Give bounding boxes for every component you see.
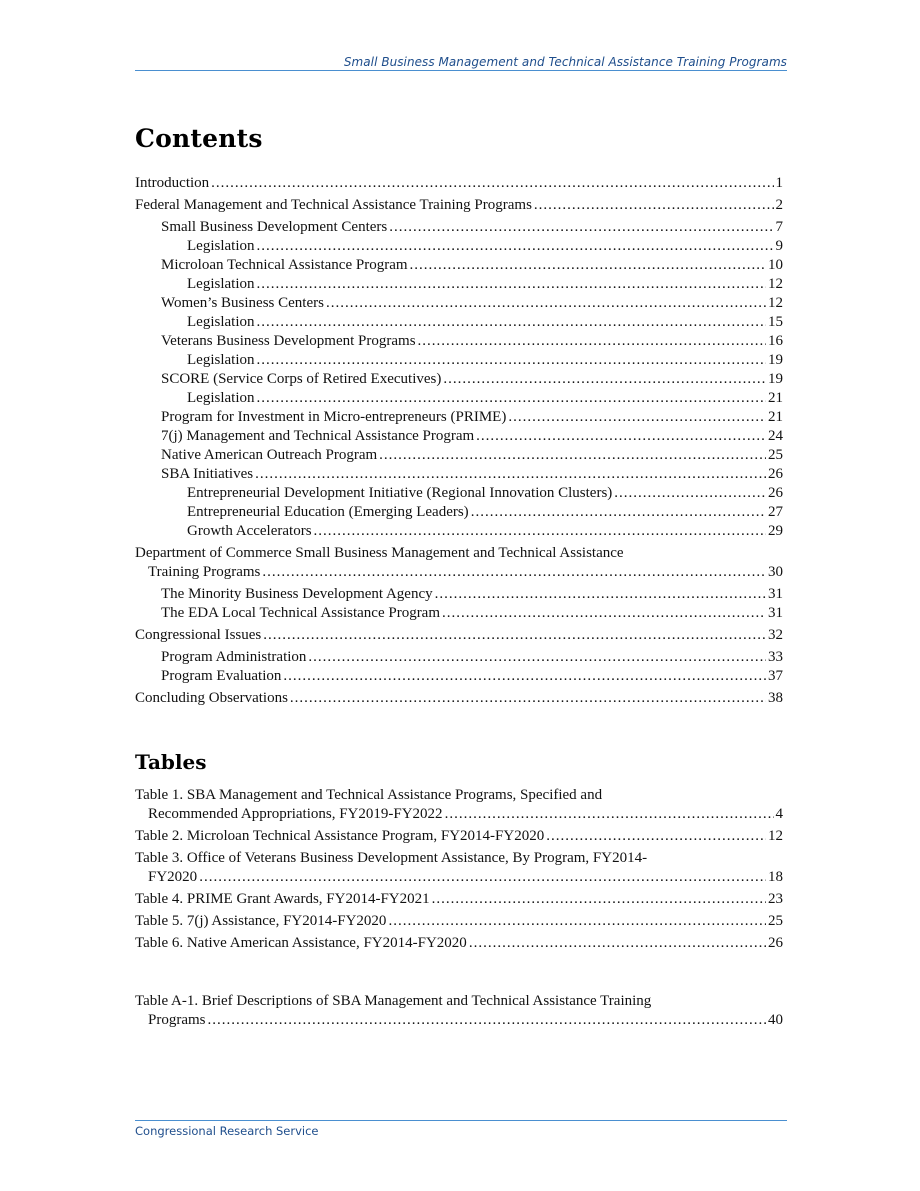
- toc-entry-page: 2: [775, 197, 783, 213]
- toc-entry[interactable]: [135, 370, 783, 389]
- toc-entry-page: 27: [768, 504, 783, 520]
- toc-entry-title: 7(j) Management and Technical Assistance Program: [161, 428, 475, 444]
- toc-entry-page: 16: [768, 333, 783, 349]
- tables-list: [135, 786, 783, 953]
- toc-entry-title: Legislation: [187, 352, 255, 368]
- toc-entry[interactable]: [135, 648, 783, 667]
- toc-entry-title: Table 6. Native American Assistance, FY2014-FY2020: [135, 935, 467, 951]
- toc-entry-title: Women’s Business Centers: [161, 295, 324, 311]
- toc-entry-page: 18: [768, 869, 783, 885]
- toc-entry-title: Entrepreneurial Development Initiative (Regional Innovation Clusters): [187, 485, 613, 501]
- toc-entry-title: Growth Accelerators: [187, 523, 312, 539]
- toc-entry-page: 31: [768, 605, 783, 621]
- toc-entry-title: Congressional Issues: [135, 627, 262, 643]
- toc-entry[interactable]: [135, 667, 783, 686]
- toc-entry-page: 1: [775, 175, 783, 191]
- toc-entry[interactable]: [135, 237, 783, 256]
- toc-entry-title-cont: FY2020: [148, 869, 198, 885]
- toc-entry[interactable]: [135, 332, 783, 351]
- toc-entry-title: Federal Management and Technical Assistance Training Programs: [135, 197, 532, 213]
- toc-entry[interactable]: [135, 585, 783, 604]
- toc-entry-page: 7: [775, 219, 783, 235]
- toc-entry[interactable]: [135, 351, 783, 370]
- toc-entry-page: 24: [768, 428, 783, 444]
- toc-entry[interactable]: [135, 849, 783, 887]
- toc-entry[interactable]: [135, 689, 783, 708]
- toc-entry[interactable]: [135, 465, 783, 484]
- toc-entry[interactable]: [135, 427, 783, 446]
- toc-entry-title: SCORE (Service Corps of Retired Executives): [161, 371, 442, 387]
- toc-entry-title: Table 5. 7(j) Assistance, FY2014-FY2020: [135, 913, 387, 929]
- toc-entry[interactable]: [135, 196, 783, 215]
- toc-entry-page: 21: [768, 390, 783, 406]
- toc-entry-page: 33: [768, 649, 783, 665]
- toc-entry-title-cont: Recommended Appropriations, FY2019-FY2022: [148, 806, 443, 822]
- toc-entry-title: Native American Outreach Program: [161, 447, 378, 463]
- toc-entry-title-cont: Programs: [148, 1012, 206, 1028]
- toc-entry-page: 23: [768, 891, 783, 907]
- toc-entry[interactable]: [135, 275, 783, 294]
- toc-entry[interactable]: [135, 218, 783, 237]
- toc-entry-title: Small Business Development Centers: [161, 219, 388, 235]
- contents-heading: Contents: [135, 124, 263, 153]
- toc-entry-page: 26: [768, 485, 783, 501]
- toc-entry-title: The Minority Business Development Agency: [161, 586, 433, 602]
- toc-entry-title: Table 1. SBA Management and Technical Assistance Programs, Specified and: [135, 787, 603, 803]
- toc-entry-title: Introduction: [135, 175, 210, 191]
- toc-entry-page: 19: [768, 352, 783, 368]
- page-footer: [135, 1120, 787, 1138]
- toc-entry-page: 30: [768, 564, 783, 580]
- toc-entry[interactable]: [135, 522, 783, 541]
- toc-entry-page: 32: [768, 627, 783, 643]
- toc-entry-page: 25: [768, 913, 783, 929]
- toc-entry-title: Legislation: [187, 390, 255, 406]
- toc-entry-page: 15: [768, 314, 783, 330]
- contents-list: [135, 174, 783, 708]
- toc-entry-page: 38: [768, 690, 783, 706]
- toc-entry[interactable]: [135, 389, 783, 408]
- toc-entry-page: 12: [768, 828, 783, 844]
- toc-entry-title: Program Administration: [161, 649, 307, 665]
- toc-entry[interactable]: [135, 626, 783, 645]
- toc-entry-page: 40: [768, 1012, 783, 1028]
- running-header: Small Business Management and Technical Assistance Training Programs: [135, 55, 787, 71]
- toc-entry-page: 9: [775, 238, 783, 254]
- toc-entry-title: Concluding Observations: [135, 690, 288, 706]
- toc-entry-page: 21: [768, 409, 783, 425]
- toc-entry[interactable]: [135, 294, 783, 313]
- toc-entry-title: Program for Investment in Micro-entrepreneurs (PRIME): [161, 409, 507, 425]
- toc-entry-page: 31: [768, 586, 783, 602]
- toc-entry[interactable]: [135, 890, 783, 909]
- tables-heading: Tables: [135, 750, 207, 774]
- toc-entry-title: Legislation: [187, 276, 255, 292]
- toc-entry-title: Table A-1. Brief Descriptions of SBA Management and Technical Assistance Training: [135, 993, 652, 1009]
- toc-entry-title: Veterans Business Development Programs: [161, 333, 416, 349]
- toc-entry[interactable]: [135, 786, 783, 824]
- toc-entry-title-cont: Training Programs: [148, 564, 261, 580]
- toc-entry[interactable]: [135, 912, 783, 931]
- toc-entry[interactable]: [135, 174, 783, 193]
- toc-entry[interactable]: [135, 484, 783, 503]
- toc-entry-page: 29: [768, 523, 783, 539]
- toc-entry-title: Department of Commerce Small Business Management and Technical Assistance: [135, 545, 624, 561]
- toc-entry-title: Table 2. Microloan Technical Assistance Program, FY2014-FY2020: [135, 828, 545, 844]
- toc-entry-title: Table 4. PRIME Grant Awards, FY2014-FY2021: [135, 891, 430, 907]
- toc-entry-title: Legislation: [187, 238, 255, 254]
- toc-entry-page: 37: [768, 668, 783, 684]
- toc-entry-title: Table 3. Office of Veterans Business Development Assistance, By Program, FY2014-: [135, 850, 648, 866]
- toc-entry[interactable]: [135, 408, 783, 427]
- toc-entry-page: 26: [768, 935, 783, 951]
- footer-org: Congressional Research Service: [135, 1124, 319, 1138]
- toc-entry-title: Entrepreneurial Education (Emerging Leaders): [187, 504, 469, 520]
- toc-entry-title: Microloan Technical Assistance Program: [161, 257, 408, 273]
- toc-entry[interactable]: [135, 256, 783, 275]
- toc-entry[interactable]: [135, 446, 783, 465]
- toc-entry-page: 10: [768, 257, 783, 273]
- toc-entry-title: Legislation: [187, 314, 255, 330]
- toc-entry[interactable]: [135, 313, 783, 332]
- toc-entry[interactable]: [135, 827, 783, 846]
- toc-entry-title: SBA Initiatives: [161, 466, 254, 482]
- toc-entry[interactable]: [135, 934, 783, 953]
- toc-entry-page: 12: [768, 276, 783, 292]
- toc-entry[interactable]: [135, 503, 783, 522]
- toc-entry-title: The EDA Local Technical Assistance Program: [161, 605, 441, 621]
- toc-entry[interactable]: [135, 604, 783, 623]
- toc-entry[interactable]: [135, 544, 783, 582]
- toc-entry-page: 26: [768, 466, 783, 482]
- toc-entry-page: 25: [768, 447, 783, 463]
- toc-entry-page: 12: [768, 295, 783, 311]
- toc-entry[interactable]: [135, 992, 783, 1030]
- toc-entry-page: 4: [775, 806, 783, 822]
- toc-entry-title: Program Evaluation: [161, 668, 282, 684]
- toc-entry-page: 19: [768, 371, 783, 387]
- appendix-tables-list: [135, 992, 783, 1030]
